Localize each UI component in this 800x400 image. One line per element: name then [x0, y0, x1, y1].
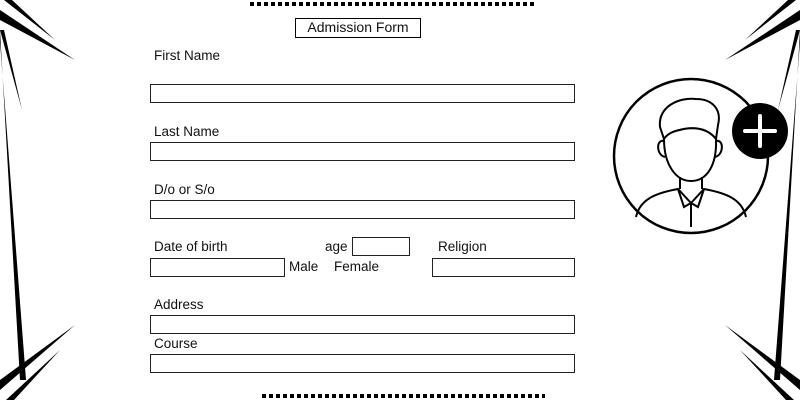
- age-label: age: [325, 239, 348, 254]
- first-name-input[interactable]: [150, 84, 575, 103]
- course-label: Course: [154, 336, 198, 351]
- relation-input[interactable]: [150, 200, 575, 219]
- religion-input[interactable]: [432, 258, 575, 277]
- relation-label: D/o or S/o: [154, 182, 215, 197]
- photo-upload[interactable]: [612, 77, 770, 235]
- form-title: Admission Form: [295, 18, 421, 38]
- plus-icon[interactable]: [730, 101, 790, 161]
- course-input[interactable]: [150, 354, 575, 373]
- female-option[interactable]: Female: [334, 259, 380, 274]
- religion-label: Religion: [438, 239, 487, 254]
- age-input[interactable]: [352, 237, 410, 256]
- dob-input[interactable]: [150, 258, 285, 277]
- last-name-label: Last Name: [154, 124, 220, 139]
- address-input[interactable]: [150, 315, 575, 334]
- dob-label: Date of birth: [154, 239, 228, 254]
- last-name-input[interactable]: [150, 142, 575, 161]
- first-name-label: First Name: [154, 48, 221, 63]
- address-label: Address: [154, 297, 204, 312]
- male-option[interactable]: Male: [289, 259, 319, 274]
